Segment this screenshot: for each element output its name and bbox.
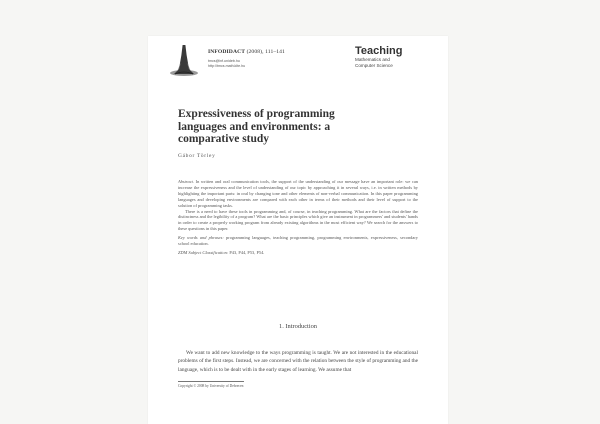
journal-name: INFODIDACT (2008), 111–141 [208,49,285,55]
keywords: Key words and phrases: programming languages, teaching programming, programming environments, expressiveness, secondary school education. [178,235,418,247]
brand-title: Teaching [355,45,403,57]
abstract-paragraph-1: Abstract. In written and oral communication tools, the support of the understanding of our message have an important role: we can increase the expressiveness and the level of understanding of our topic by approaching it in several ways, i.e. in written methods by highlighting the important parts: in oral by changing tone and other elements of non-verbal communication. In this paper programming languages and developing environments are compared with each other in terms of their methods and their level of support to the solution of programming tasks. [178,179,418,208]
journal-urls [208,59,245,68]
paper-page [148,36,448,424]
journal-website[interactable]: http://tmcs.math.klte.hu [208,63,246,68]
journal-logo-icon [169,43,199,77]
zdm-classification: ZDM Subject Classification: P43, P44, P53, P54. [178,249,265,255]
footnote-rule [178,381,244,382]
abstract-block [178,179,418,256]
abstract-paragraph-2: There is a need to have these tools in programming and, of course, in teaching programming. What are the factors that define the distinctness and the legibility of a program? What are the basic principles which give an instrument in programmers' and students' hands in order to create a properly working program from already existing algorithms in the most efficient way? We search for the answers to these questions in this paper. [178,208,418,232]
paper-title: Expressiveness of programming languages and environments: a comparative study [178,108,335,145]
section-heading: 1. Introduction [279,323,317,330]
intro-paragraph: We want to add new knowledge to the ways programming is taught. We are not interested in the educational problems of the first steps. Instead, we are concerned with the relation between the style of programming and the language, which is to be dealt with in the early stages of learning. We assume that [178,350,418,373]
copyright-note: Copyright © 2008 by University of Debrecen [178,384,244,388]
paper-author: Gábor Törley [178,153,216,159]
journal-email[interactable]: tmcs@inf.unideb.hu [208,59,240,63]
brand-subtitle: Mathematics and Computer Science [355,57,393,68]
